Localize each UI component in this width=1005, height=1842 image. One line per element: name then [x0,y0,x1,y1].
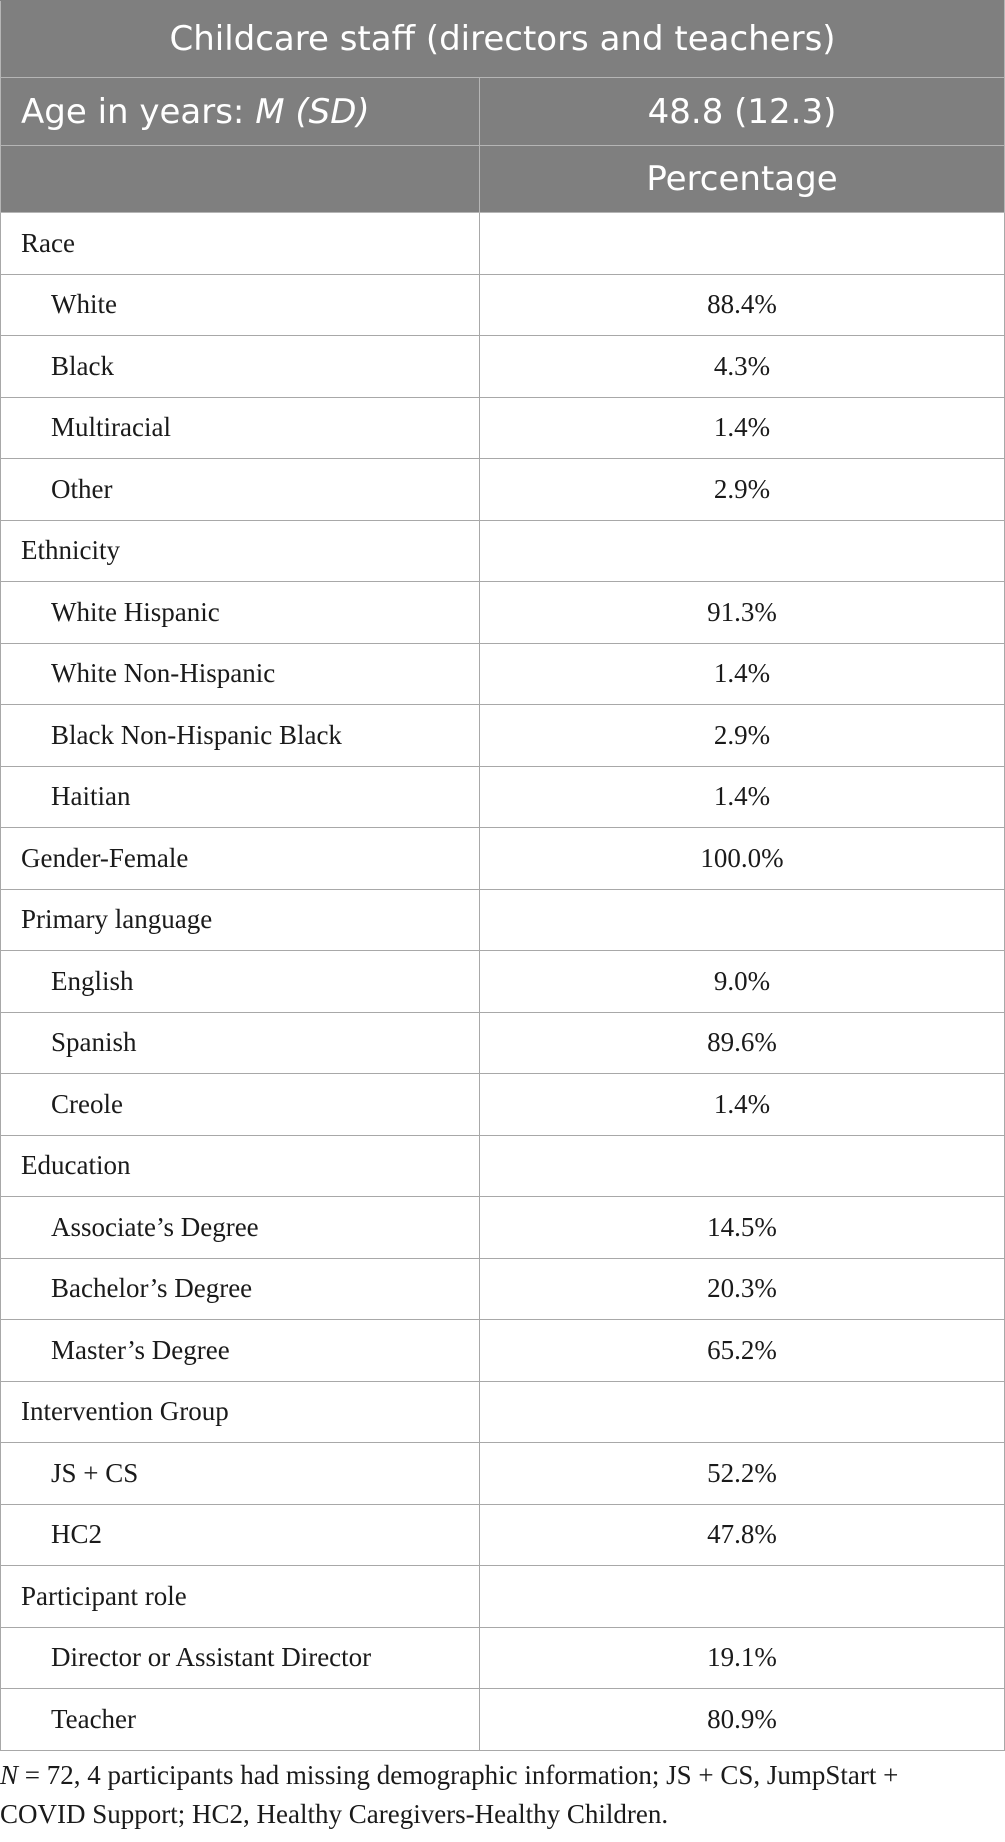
table-row [1,274,1005,336]
footnote-text: = 72, 4 participants had missing demographic information; JS + CS, JumpStart + COVID Support; HC2, Healthy Caregivers-Healthy Children. [0,1760,899,1829]
table-row [1,705,1005,767]
table-title: Childcare staff (directors and teachers) [1,1,1005,78]
table-row [1,520,1005,582]
table-row [1,951,1005,1013]
row-percentage: 1.4% [480,766,1005,828]
row-percentage: 80.9% [480,1689,1005,1751]
row-percentage: 14.5% [480,1197,1005,1259]
table-row [1,459,1005,521]
table-row [1,1381,1005,1443]
table-row [1,1135,1005,1197]
row-category-label: Intervention Group [1,1381,480,1443]
row-sublabel: Director or Assistant Director [1,1627,480,1689]
table-row [1,1566,1005,1628]
age-label-prefix: Age in years: [21,91,256,132]
row-sublabel: Black Non-Hispanic Black [1,705,480,767]
row-category-label: Primary language [1,889,480,951]
row-percentage: 19.1% [480,1627,1005,1689]
age-label-stat: M (SD) [255,91,370,132]
table-row [1,1320,1005,1382]
row-percentage: 47.8% [480,1504,1005,1566]
table-row [1,889,1005,951]
row-percentage: 1.4% [480,397,1005,459]
table-footnote [0,1756,990,1834]
table-row [1,766,1005,828]
row-category-label: Gender-Female [1,828,480,890]
row-percentage [480,520,1005,582]
percentage-header: Percentage [480,146,1005,213]
row-percentage: 88.4% [480,274,1005,336]
percentage-header-row [1,146,1005,213]
row-sublabel: Spanish [1,1012,480,1074]
table-row [1,643,1005,705]
row-sublabel: White Non-Hispanic [1,643,480,705]
row-percentage: 1.4% [480,1074,1005,1136]
table-row [1,397,1005,459]
row-percentage [480,213,1005,275]
table-row [1,828,1005,890]
table-row [1,1627,1005,1689]
row-percentage [480,1135,1005,1197]
row-sublabel: Associate’s Degree [1,1197,480,1259]
row-sublabel: JS + CS [1,1443,480,1505]
table-row [1,582,1005,644]
row-category-label: Ethnicity [1,520,480,582]
table-body [1,213,1005,1751]
age-value: 48.8 (12.3) [480,78,1005,146]
row-percentage [480,1566,1005,1628]
age-label [1,78,480,146]
table-row [1,1197,1005,1259]
row-percentage: 52.2% [480,1443,1005,1505]
percentage-header-empty [1,146,480,213]
row-sublabel: Multiracial [1,397,480,459]
table-row [1,213,1005,275]
row-sublabel: Black [1,336,480,398]
row-sublabel: HC2 [1,1504,480,1566]
row-percentage: 2.9% [480,705,1005,767]
row-sublabel: Haitian [1,766,480,828]
table-row [1,1689,1005,1751]
row-category-label: Participant role [1,1566,480,1628]
row-sublabel: White [1,274,480,336]
row-category-label: Race [1,213,480,275]
row-percentage: 91.3% [480,582,1005,644]
row-sublabel: Creole [1,1074,480,1136]
table-row [1,1504,1005,1566]
table-row [1,1258,1005,1320]
table-row [1,1074,1005,1136]
table-title-row [1,1,1005,78]
row-sublabel: Master’s Degree [1,1320,480,1382]
row-percentage: 100.0% [480,828,1005,890]
table-row [1,336,1005,398]
row-percentage: 20.3% [480,1258,1005,1320]
footnote-n-symbol: N [0,1760,19,1790]
row-sublabel: Bachelor’s Degree [1,1258,480,1320]
row-sublabel: Teacher [1,1689,480,1751]
row-sublabel: White Hispanic [1,582,480,644]
row-percentage: 65.2% [480,1320,1005,1382]
row-percentage [480,889,1005,951]
row-percentage: 9.0% [480,951,1005,1013]
row-percentage [480,1381,1005,1443]
row-percentage: 1.4% [480,643,1005,705]
age-row [1,78,1005,146]
row-percentage: 2.9% [480,459,1005,521]
row-sublabel: Other [1,459,480,521]
row-percentage: 89.6% [480,1012,1005,1074]
table-row [1,1443,1005,1505]
row-percentage: 4.3% [480,336,1005,398]
table-row [1,1012,1005,1074]
row-sublabel: English [1,951,480,1013]
row-category-label: Education [1,1135,480,1197]
